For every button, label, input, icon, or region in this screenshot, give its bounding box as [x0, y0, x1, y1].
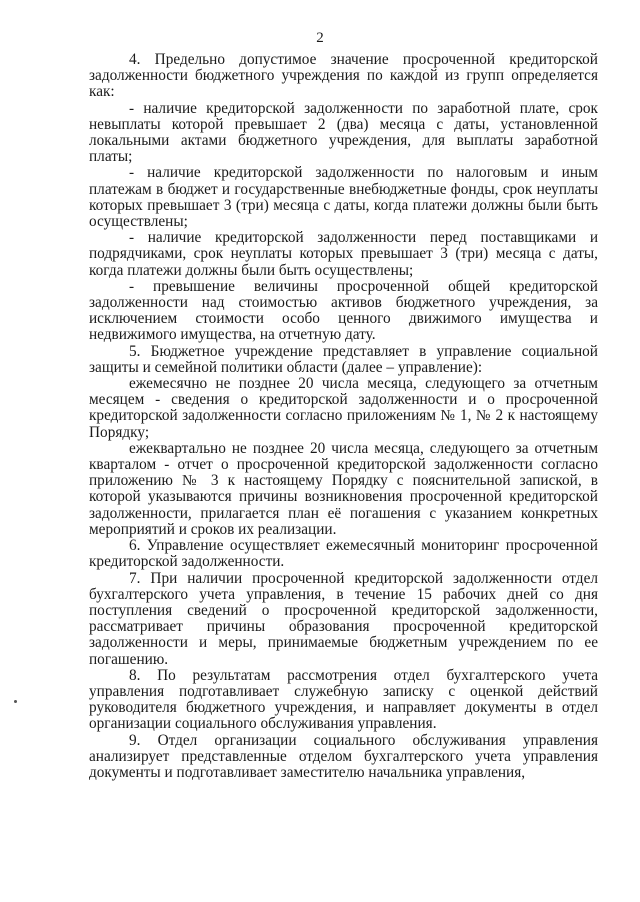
paragraph-4: 4. Предельно допустимое значение просроченной кредиторской задолженности бюджетного учреждения по каждой из групп определяется как:: [89, 51, 598, 101]
paragraph-5-monthly: ежемесячно не позднее 20 числа месяца, следующего за отчетным месяцем - сведения о кредиторской задолженности и о просроченной кредиторской задолженности согласно приложениям № 1, № 2 к настоящему Порядку;: [89, 375, 598, 441]
list-item-taxes: - наличие кредиторской задолженности по налоговым и иным платежам в бюджет и государственные внебюджетные фонды, срок неуплаты которых превышает 3 (три) месяца с даты, когда платежи должны были быть осуществлены;: [89, 164, 598, 231]
paragraph-5-quarterly: ежеквартально не позднее 20 числа месяца, следующего за отчетным кварталом - отчет о просроченной кредиторской задолженности согласно приложению № 3 к настоящему Порядку с пояснительной запиской, в которой указываются причины возникновения просроченной кредиторской задолженности, прилагается план её погашения с указанием конкретных мероприятий и сроков их реализации.: [89, 439, 598, 538]
list-item-suppliers: - наличие кредиторской задолженности перед поставщиками и подрядчиками, срок неуплаты которых превышает 3 (три) месяца с даты, когда платежи должны были быть осуществлены;: [89, 229, 598, 279]
paragraph-6: 6. Управление осуществляет ежемесячный мониторинг просроченной кредиторской задолженности.: [89, 537, 598, 571]
paragraph-7: 7. При наличии просроченной кредиторской задолженности отдел бухгалтерского учета управления, в течение 15 рабочих дней со дня поступления сведений о просроченной кредиторской задолженности, рассматривает причины образования просроченной кредиторской задолженности и меры, принимаемые бюджетным учреждением по ее погашению.: [89, 569, 598, 668]
paragraph-9: 9. Отдел организации социального обслуживания управления анализирует представленные отделом бухгалтерского учета управления документы и подготавливает заместителю начальника управления,: [89, 731, 598, 781]
paragraph-5: 5. Бюджетное учреждение представляет в управление социальной защиты и семейной политики области (далее – управление):: [89, 342, 598, 376]
document-body: [89, 52, 598, 781]
list-item-salary: - наличие кредиторской задолженности по заработной плате, срок невыплаты которой превышает 2 (два) месяца с даты, установленной локальными актами бюджетного учреждения, для выплаты заработной платы;: [89, 99, 598, 166]
paragraph-8: 8. По результатам рассмотрения отдел бухгалтерского учета управления подготавливает служебную записку с оценкой действий руководителя бюджетного учреждения, и направляет документы в отдел организации социального обслуживания управления.: [89, 666, 598, 733]
list-item-assets: - превышение величины просроченной общей кредиторской задолженности над стоимостью активов бюджетного учреждения, за исключением стоимости особо ценного движимого имущества и недвижимого имущества, на отчетную дату.: [89, 277, 598, 344]
margin-mark: [14, 700, 17, 703]
page-number: 2: [316, 30, 324, 46]
